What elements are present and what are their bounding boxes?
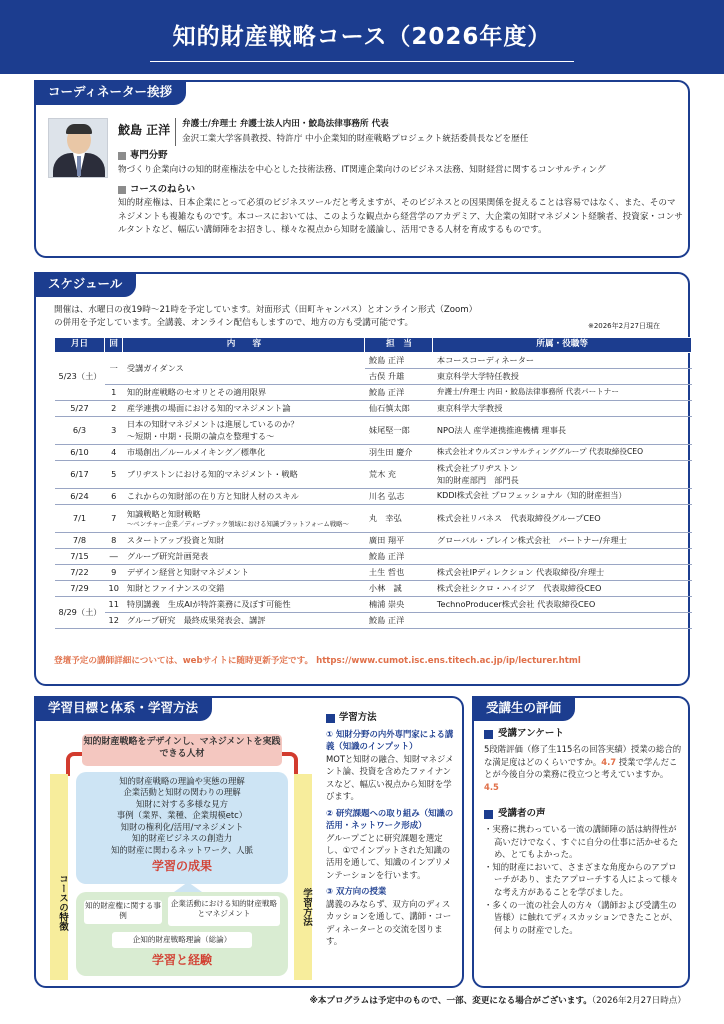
- col-header-content: 内 容: [123, 338, 365, 353]
- table-row: [55, 417, 692, 445]
- learning-section: [34, 696, 464, 988]
- method-item: ① 知財分野の内外専門家による講義（知識のインプット） MOTと知財の融合、知財マネジメント論、投資を含めたファイナンスなど、幅広い視点から知財を学びます。: [326, 729, 454, 802]
- voices-heading: 受講者の声: [484, 808, 546, 821]
- table-row: [55, 401, 692, 417]
- square-bullet-icon: [484, 730, 493, 739]
- exp-right: 企業活動における知的財産戦略とマネジメント: [168, 896, 280, 926]
- col-header-lecturer: 担 当: [365, 338, 433, 353]
- row-title: 日本の知財マネジメントは進展しているのか？ 〜短期・中期・長期の論点を整理する〜: [123, 417, 365, 445]
- title-underline: [150, 61, 574, 62]
- section-title-schedule: スケジュール: [34, 272, 136, 297]
- schedule-section: [34, 272, 690, 686]
- experience-label: 学習と経験: [151, 953, 212, 967]
- outcome-item: 事例（業界、業種、企業規模etc）: [116, 810, 248, 821]
- row-lecturer: 鮫島 正洋: [365, 549, 433, 565]
- row-org: グローバル・ブレイン株式会社 パートナー/弁理士: [433, 533, 692, 549]
- up-arrow-icon: [174, 882, 202, 892]
- voice-item: ・実務に携わっている一流の講師陣の話は納得性が高いだけでなく、すぐに自分の仕事に活かせるため、とてもよかった。: [484, 824, 679, 860]
- coordinator-affiliation: 弁護士/弁理士 弁護士法人内田・鮫島法律事務所 代表: [182, 119, 389, 129]
- row-date: 5/27: [55, 401, 105, 417]
- side-bar-right: 学習方法: [294, 774, 312, 980]
- row-org: NPO法人 産学連携推進機構 理事長: [433, 417, 692, 445]
- square-bullet-icon: [118, 186, 126, 194]
- row-no: 10: [105, 581, 123, 597]
- row-title: 特別講義 生成AIが特許業務に及ぼす可能性: [123, 597, 365, 613]
- row-no: 6: [105, 489, 123, 505]
- col-header-org: 所属・役職等: [433, 338, 692, 353]
- coordinator-photo: [48, 118, 108, 178]
- evaluation-section: [472, 696, 690, 988]
- section-title-coordinator: コーディネーター挨拶: [34, 80, 186, 105]
- outcome-item: 企業活動と知財の関わりの理解: [123, 787, 241, 798]
- row-org: 東京科学大学教授: [433, 401, 692, 417]
- voices-list: [484, 823, 684, 936]
- row-title: 産学連携の場面における知的マネジメント論: [123, 401, 365, 417]
- row-no: 2: [105, 401, 123, 417]
- coordinator-career: 金沢工業大学客員教授、特許庁 中小企業知的財産戦略プロジェクト統括委員長などを歴任: [182, 134, 529, 144]
- aim-heading: コースのねらい: [118, 184, 195, 197]
- row-no: 9: [105, 565, 123, 581]
- row-lecturer: 土生 哲也: [365, 565, 433, 581]
- outcome-item: 知的財産戦略の理論や実態の理解: [119, 776, 245, 786]
- row-date: 8/29（土）: [55, 597, 105, 629]
- row-no: 7: [105, 505, 123, 533]
- row-title: グループ研究計画発表: [123, 549, 365, 565]
- row-org: TechnoProducer株式会社 代表取締役CEO: [433, 597, 692, 613]
- row-org: 本コースコーディネーター: [433, 353, 692, 369]
- schedule-intro-line1: 開催は、水曜日の夜19時〜21時を予定しています。対面形式（田町キャンパス）とオンライン形式（Zoom）: [54, 305, 478, 315]
- row-date: 7/8: [55, 533, 105, 549]
- arrow-right-icon: [282, 752, 298, 776]
- row-org: 株式会社リバネス 代表取締役グループCEO: [433, 505, 692, 533]
- method-item: ③ 双方向の授業 講義のみならず、双方向のディスカッションを通して、講師・コーディネーターとの交流を図ります。: [326, 886, 452, 946]
- row-lecturer: 楠浦 崇央: [365, 597, 433, 613]
- row-no: 5: [105, 461, 123, 489]
- row-title: 知財とファイナンスの交錯: [123, 581, 365, 597]
- table-row: [55, 353, 692, 369]
- square-bullet-icon: [484, 810, 493, 819]
- row-org: 東京科学大学特任教授: [433, 369, 692, 385]
- voice-item: ・知的財産において、さまざまな角度からのアプローチがあり、またアプローチする人によって様々な考え方があることを学びました。: [484, 861, 679, 898]
- row-title: 市場創出／ルールメイキング／標準化: [123, 445, 365, 461]
- outcomes-box: [76, 772, 288, 884]
- coordinator-section: [34, 80, 690, 258]
- schedule-intro-line2: の併用を予定しています。全講義、オンライン配信もしますので、地方の方も受講可能です。: [54, 318, 414, 329]
- table-row: [55, 445, 692, 461]
- goal-box: 知的財産戦略をデザインし、マネジメントを実践できる人材: [82, 734, 282, 766]
- table-row: [55, 461, 692, 489]
- footer-note: ※本プログラムは予定中のもので、一部、変更になる場合がございます。（2026年2月27日時点）: [309, 996, 686, 1006]
- table-row: [55, 489, 692, 505]
- learning-diagram: [46, 730, 316, 998]
- row-lecturer: 小林 誠: [365, 581, 433, 597]
- coordinator-name: 鮫島 正洋: [118, 123, 171, 137]
- col-header-no: 回: [105, 338, 123, 353]
- method-item: ② 研究課題への取り組み（知識の活用・ネットワーク形成） グループごとに研究課題を選定し、①でインプットされた知識の活用を通して、知識のインプリメンテーションを行います。: [326, 807, 454, 880]
- row-lecturer: 古俣 升雄: [365, 369, 433, 385]
- row-lecturer: 羽生田 慶介: [365, 445, 433, 461]
- voice-item: ・多くの一流の社会人の方々（講師および受講生の皆様）に触れてディスカッションできたことが、何よりの財産でした。: [484, 899, 678, 935]
- methods-heading: 学習方法: [326, 712, 377, 725]
- row-org: [433, 549, 692, 565]
- methods-list: [326, 728, 454, 947]
- row-date: 6/17: [55, 461, 105, 489]
- section-title-evaluation: 受講生の評価: [472, 696, 575, 721]
- survey-heading: 受講アンケート: [484, 728, 564, 741]
- outcome-item: 知財の権利化/活用/マネジメント: [120, 821, 244, 832]
- row-lecturer: 丸 幸弘: [365, 505, 433, 533]
- row-lecturer: 鮫島 正洋: [365, 353, 433, 369]
- row-date: 6/3: [55, 417, 105, 445]
- table-row: [55, 613, 692, 629]
- field-text: 物づくり企業向けの知的財産権法を中心とした技術法務、IT関連企業向けのビジネス法務、知財経営に関するコンサルティング: [118, 165, 606, 175]
- row-org: [433, 613, 692, 629]
- row-org: 株式会社ブリヂストン 知的財産部門 部門長: [433, 461, 692, 489]
- row-title: 知識戦略と知財戦略 〜ベンチャー企業／ディープテック領域における知識プラットフォーム戦略〜: [123, 505, 365, 533]
- row-no: 一: [105, 353, 123, 385]
- row-org: KDDI株式会社 プロフェッショナル（知的財産担当）: [433, 489, 692, 505]
- row-no: 3: [105, 417, 123, 445]
- as-of-date: ※2026年2月27日現在: [587, 322, 660, 330]
- outcome-item: 知財に対する多様な見方: [135, 798, 229, 809]
- row-date: 7/22: [55, 565, 105, 581]
- row-title: これからの知財部の在り方と知財人材のスキル: [123, 489, 365, 505]
- row-title: グループ研究 最終成果発表会、講評: [123, 613, 365, 629]
- square-bullet-icon: [118, 152, 126, 160]
- row-date: 7/29: [55, 581, 105, 597]
- survey-score-2: 4.5: [484, 781, 499, 792]
- row-org: 弁護士/弁理士 内田・鮫島法律事務所 代表パートナー: [433, 385, 692, 401]
- row-lecturer: 鮫島 正洋: [365, 613, 433, 629]
- row-no: 12: [105, 613, 123, 629]
- row-lecturer: 廣田 翔平: [365, 533, 433, 549]
- row-org: 株式会社オウルズコンサルティンググループ 代表取締役CEO: [433, 445, 692, 461]
- table-row: [55, 581, 692, 597]
- row-lecturer: 仙石慎太郎: [365, 401, 433, 417]
- table-row: [55, 505, 692, 533]
- header-banner: [0, 0, 724, 74]
- schedule-table: [54, 337, 692, 629]
- exp-left: 知的財産権に関する事例: [84, 900, 162, 924]
- row-date: 7/15: [55, 549, 105, 565]
- outcomes-label: 学習の成果: [151, 858, 212, 873]
- table-row: [55, 385, 692, 401]
- schedule-intro: [54, 304, 674, 331]
- field-heading: 専門分野: [118, 150, 168, 163]
- lecturer-update-note: 登壇予定の講師詳細については、webサイトに随時更新予定です。 https://www.cumot.isc.ens.titech.ac.jp/ip/lecturer.html: [54, 656, 581, 666]
- survey-text: 5段階評価（修了生115名の回答実績）授業の総合的な満足度はどのくらいですか。4.7 授業で学んだことが今後自分の業務に役立つと考えていますか。4.5: [484, 744, 682, 792]
- row-date: 7/1: [55, 505, 105, 533]
- col-header-date: 月日: [55, 338, 105, 353]
- outcome-item: 知的財産ビジネスの創造力: [131, 833, 233, 844]
- table-row: [55, 597, 692, 613]
- row-title: デザイン経営と知財マネジメント: [123, 565, 365, 581]
- side-bar-left: コースの特徴: [50, 774, 68, 980]
- section-title-learning: 学習目標と体系・学習方法: [34, 696, 212, 721]
- aim-text: 知的財産権は、日本企業にとって必須のビジネスツールだと考えますが、そのビジネスとの因果関係を捉えることは容易ではなく、また、そのマネジメントも複雑なものです。本コースにおいては、このような観点から経営学のアカデミア、大企業の知財マネジメント経験者、投資家・コンサルタントなど、幅広い講師陣をお招きし、様々な視点から知財を議論し、活用できる人材を育成するものです。: [118, 198, 683, 236]
- survey-score-1: 4.7: [601, 756, 617, 767]
- row-title: 受講ガイダンス: [123, 353, 365, 385]
- page-title: 知的財産戦略コース（2026年度）: [172, 24, 552, 50]
- row-title: ブリヂストンにおける知的マネジメント・戦略: [123, 461, 365, 489]
- table-row: [55, 533, 692, 549]
- table-row: [55, 549, 692, 565]
- row-lecturer: 鮫島 正洋: [365, 385, 433, 401]
- row-date: 6/24: [55, 489, 105, 505]
- row-no: 8: [105, 533, 123, 549]
- row-no: ―: [105, 549, 123, 565]
- row-org: 株式会社シクロ・ハイジア 代表取締役CEO: [433, 581, 692, 597]
- experience-box: [76, 892, 288, 976]
- row-date: 5/23（土）: [55, 353, 105, 401]
- exp-bottom: 企知的財産戦略理論（総論）: [112, 932, 252, 948]
- row-no: 4: [105, 445, 123, 461]
- row-lecturer: 荒木 充: [365, 461, 433, 489]
- table-row: [55, 565, 692, 581]
- row-date: 6/10: [55, 445, 105, 461]
- row-title: 知的財産戦略のセオリとその適用限界: [123, 385, 365, 401]
- row-lecturer: 妹尾堅一郎: [365, 417, 433, 445]
- row-org: 株式会社IPディレクション 代表取締役/弁理士: [433, 565, 692, 581]
- divider: [175, 118, 176, 146]
- square-bullet-icon: [326, 714, 335, 723]
- row-title: スタートアップ投資と知財: [123, 533, 365, 549]
- row-no: 11: [105, 597, 123, 613]
- outcome-item: 知的財産に関わるネットワーク、人脈: [110, 844, 254, 855]
- row-no: 1: [105, 385, 123, 401]
- arrow-left-icon: [66, 752, 82, 776]
- row-lecturer: 川名 弘志: [365, 489, 433, 505]
